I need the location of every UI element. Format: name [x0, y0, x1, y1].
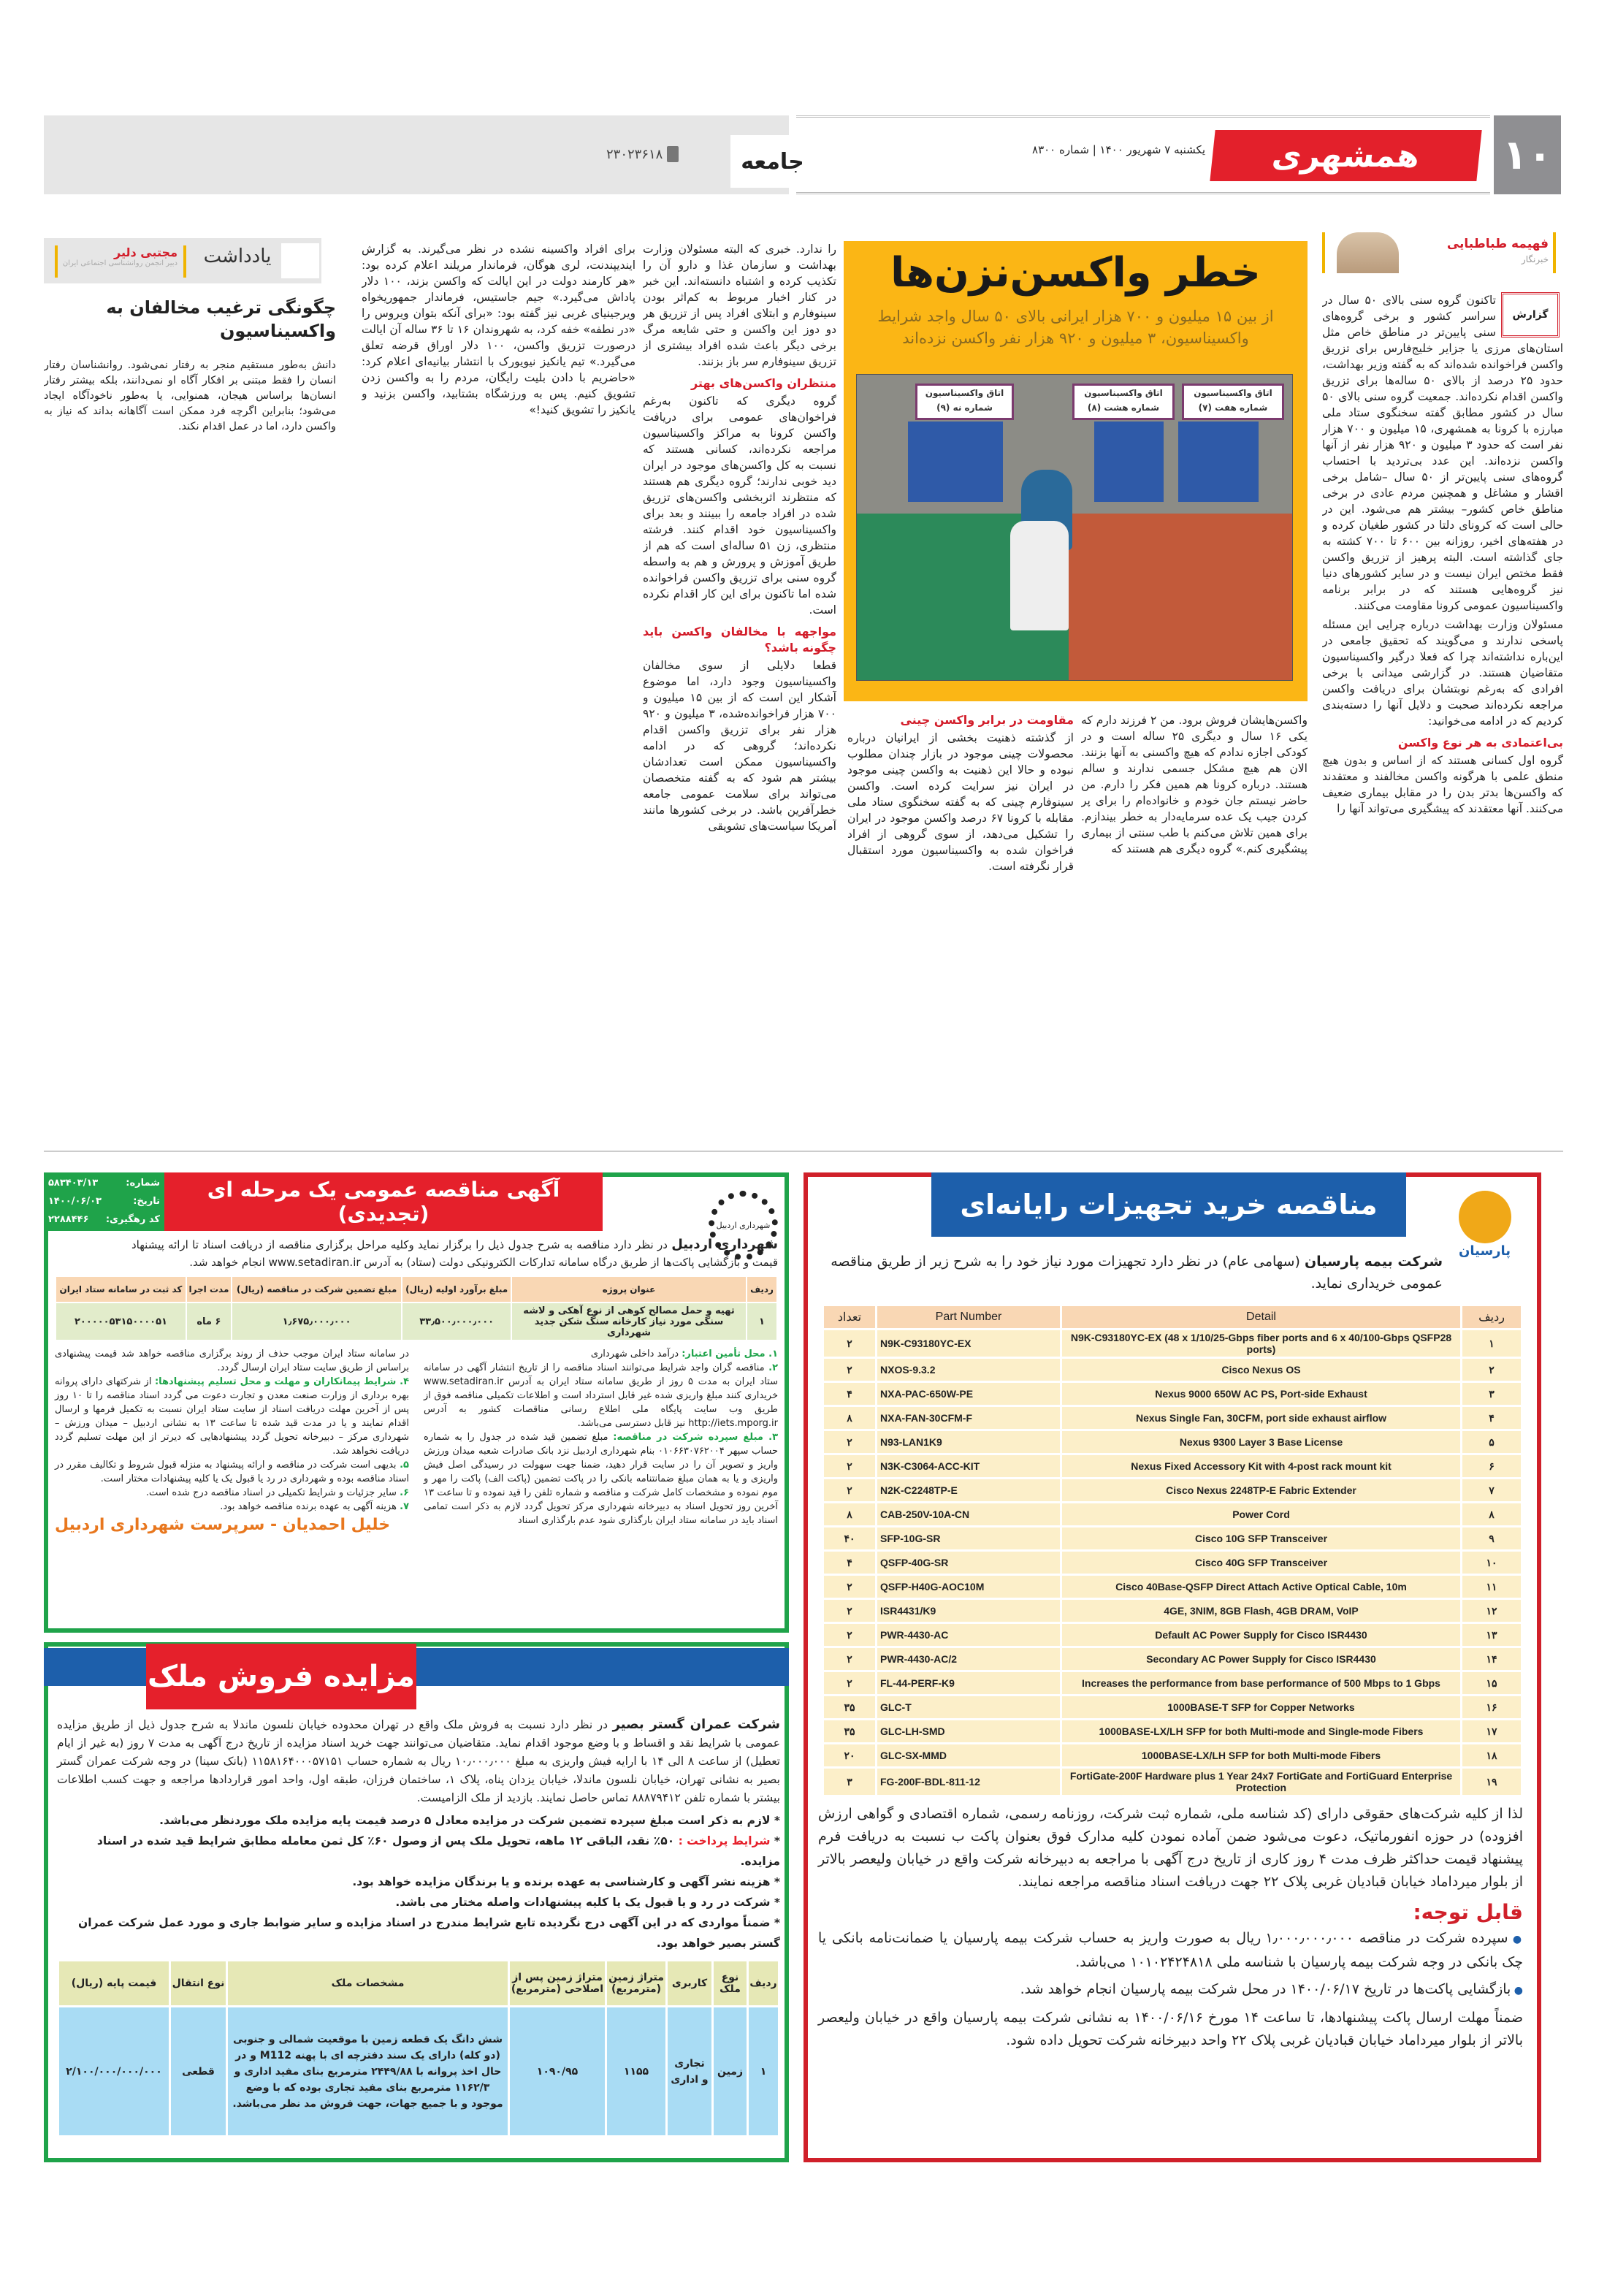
- table-row: [824, 1696, 1521, 1718]
- cell-dt: Nexus Fixed Accessory Kit with 4-post rack mount kit: [1062, 1455, 1460, 1477]
- parsian-logo: [1450, 1191, 1519, 1278]
- table-row: [824, 1648, 1521, 1670]
- issue-date-line: یکشنبه ۷ شهریور ۱۴۰۰ | شماره ۸۳۰۰: [1032, 143, 1205, 156]
- cell-dt: Power Cord: [1062, 1503, 1460, 1525]
- author-photo: [1337, 232, 1399, 273]
- photo-sign: اتاق واکسیناسیون شماره هشت (۸): [1072, 384, 1175, 420]
- company-type: (سهامی عام): [1222, 1254, 1300, 1270]
- intro-text: در نظر دارد تجهیزات مورد نیاز خود را به شرح زیر از طریق مناقصه عمومی خریداری نماید.: [831, 1254, 1443, 1292]
- condition-label: ۷.: [400, 1501, 409, 1512]
- cell-idx: ۱۰: [1462, 1552, 1521, 1574]
- subheading: منتظران واکسن‌های بهتر: [690, 376, 836, 390]
- column-header: ردیف: [749, 1961, 778, 2005]
- cell: ۱: [749, 2007, 778, 2135]
- cell: تجاری و اداری: [668, 2007, 711, 2135]
- cell-qty: ۴۰: [824, 1528, 875, 1549]
- table-row: [59, 2007, 778, 2135]
- cell-idx: ۱۵: [1462, 1672, 1521, 1694]
- column-header: نوع ملک: [714, 1961, 747, 2005]
- notice-item: ● بازگشایی پاکت‌ها در تاریخ ۱۴۰۰/۰۶/۱۷ در محل شرکت بیمه پارسیان انجام خواهد شد.: [818, 1978, 1523, 2002]
- table-row: [824, 1503, 1521, 1525]
- parsian-ad-content: [818, 1304, 1523, 2056]
- cell-idx: ۱۶: [1462, 1696, 1521, 1718]
- cell: ۲/۱۰۰/۰۰۰/۰۰۰/۰۰۰: [59, 2007, 169, 2135]
- cell-pn: GLC-T: [877, 1696, 1060, 1718]
- info-label: تاریخ:: [133, 1196, 160, 1207]
- note-title: چگونگی ترغیب مخالفان به واکسیناسیون: [106, 297, 336, 341]
- info-value: ۵۸۳۴۰۳/۱۳: [48, 1178, 99, 1189]
- paragraph: قطعا دلایلی از سوی مخالفان واکسیناسیون وجود دارد، اما موضوع آشکار این است که از بین ۱۵ میلیون و ۷۰۰ هزار فراخوانده‌شده، ۳ میلیون و ۹۲۰ هزار نفر برای تزریق واکسن اقدام نکرده‌اند؛ گروهی که در ادامه واکسیناسیون ممکن است تعدادشان بیشتر هم شود که به گفته متخصصان می‌تواند برای سلامت عمومی جامعه خطرآفرین باشد. در برخی کشورها مانند آمریکا سیاست‌های تشویقی: [643, 659, 836, 833]
- cell-dt: 1000BASE-T SFP for Copper Networks: [1062, 1696, 1460, 1718]
- info-value: ۲۲۸۸۴۴۶: [48, 1214, 89, 1225]
- table-row: [824, 1600, 1521, 1622]
- cell-idx: ۱۲: [1462, 1600, 1521, 1622]
- tender-table: [55, 1275, 778, 1341]
- cell: شش دانگ یک قطعه زمین با موقعیت شمالی و جنوبی (دو کله) دارای یک سند دفترچه ای با پهنه M112 و در حال اخذ پروانه با ۲۴۴۹/۸۸ مترمربع بنای مفید اداری و ۱۱۶۲/۳ مترمربع بنای مفید تجاری بوده که با وضع موجود و با جمیع جهات، جهت فروش مد نظر می‌باشد.: [228, 2007, 508, 2135]
- ad-intro: [131, 1236, 778, 1271]
- auction-ad-content: [57, 1715, 780, 2137]
- deck: از بین ۱۵ میلیون و ۷۰۰ هزار ایرانی بالای ۵۰ سال واجد شرایط واکسیناسیون، ۳ میلیون و ۹۲۰ هزار نفر واکسن نزده‌اند: [877, 308, 1274, 347]
- cell-idx: ۷: [1462, 1479, 1521, 1501]
- article-photo: [856, 374, 1293, 681]
- column-header: ردیف: [1462, 1306, 1521, 1328]
- cell-pn: N9K-C93180YC-EX: [877, 1330, 1060, 1357]
- cell-pn: NXA-FAN-30CFM-F: [877, 1407, 1060, 1429]
- cell-dt: Cisco Nexus OS: [1062, 1359, 1460, 1381]
- cell-qty: ۲: [824, 1648, 875, 1670]
- cell-idx: ۲: [1462, 1359, 1521, 1381]
- column-header: Part Number: [877, 1306, 1060, 1328]
- condition-text: سایر جزئیات و شرایط تکمیلی در اسناد مناقصه درج شده است.: [145, 1487, 397, 1498]
- equipment-table: [822, 1304, 1523, 1797]
- paragraph: از گذشته ذهنیت بخشی از ایرانیان درباره محصولات چینی موجود در بازار چندان مطلوب نبوده و حالا این ذهنیت به واکسن چینی موجود در ایران نیز سرایت کرده است. واکسن سینوفارم چینی که به گفته سخنگوی ستاد ملی مقابله با کرونا ۶۷ درصد واکسن موجود در ایران را تشکیل می‌دهد، از سوی گروهی از افراد فراخوان شده به واکسیناسیون مورد استقبال قرار نگرفته است.: [847, 731, 1074, 873]
- cell-dt: Cisco Nexus 2248TP-E Fabric Extender: [1062, 1479, 1460, 1501]
- article-column-3: [1081, 712, 1308, 1136]
- condition-text: مبلغ تضمین قید شده در جدول را به شماره حساب سپهر ۰۱۰۶۶۳۰۷۶۲۰۰۴ بنام شهرداری اردبیل نزد بانک صادرات شعبه میدان ورزش واریز و تصویر آن را در سایت قرار دهید، ضمنا جهت سهولت در رسیدگی اصل فیش واریزی و یا به همان مبلغ ضمانتنامه بانکی را در پاکت تضمین (پاکت الف) پاکت را مهر و موم نموده و مشخصات کامل شرکت و مناقصه و شماره تلفن را قید نموده و تا ساعت ۱۳ آخرین روز تحویل اسناد به دبیرخانه شهرداری مرکز تحویل گردد لازم به ذکر است تمامی اسناد باید در سامانه ستاد ایران بارگذاری شود عدم بارگذاری اسناد: [424, 1432, 779, 1526]
- cell-dt: Cisco 10G SFP Transceiver: [1062, 1528, 1460, 1549]
- table-row: [824, 1576, 1521, 1598]
- condition-text: درآمد داخلی شهرداری: [590, 1349, 679, 1359]
- author-name: فهیمه طباطبایی: [1446, 237, 1549, 251]
- cell-pn: QSFP-H40G-AOC10M: [877, 1576, 1060, 1598]
- phone-icon: [667, 146, 679, 162]
- table-row: [56, 1303, 776, 1340]
- table-row: [824, 1528, 1521, 1549]
- intro-text: در نظر دارد نسبت به فروش ملک واقع در تهران محدوده خیابان نلسون ماندلا به شرح جدول ذیل از طریق مزایده عمومی با شرایط نقد و اقساط و با وضع موجود اقدام نماید. متقاضیان می‌توانند جهت خرید اسناد مزایده از تاریخ درج آگهی به مدت ۷ روز (به غیر از ایام تعطیل) از ساعت ۸ الی ۱۴ با ارایه فیش واریزی به مبلغ ۱۰٫۰۰۰٫۰۰۰ ریال به شماره حساب ۱۱۵۸۱۶۴۰۰۰۵۷۱۵۱ (بانک سینا) در وجه شرکت عمران گستر بصیر به نشانی تهران، خیابان نلسون ماندلا، خیابان یزدان پناه، پلاک ۱، ساختمان فرزان، طبقه اول، واحد امور قراردادها مراجعه و جهت کسب اطلاعات بیشتر با شماره تلفن ۸۸۸۷۹۴۱۲ تماس حاصل نمایند. بازدید از ملک الزامیست.: [57, 1718, 781, 1804]
- table-row: [824, 1769, 1521, 1795]
- cell-idx: ۱۴: [1462, 1648, 1521, 1670]
- cell-idx: ۸: [1462, 1503, 1521, 1525]
- cell-pn: NXA-PAC-650W-PE: [877, 1383, 1060, 1405]
- cell-pn: QSFP-40G-SR: [877, 1552, 1060, 1574]
- article-column-5: [362, 241, 635, 1140]
- table-row: [824, 1552, 1521, 1574]
- table-row: [824, 1479, 1521, 1501]
- note-header-block: [281, 243, 319, 278]
- subheading: مواجهه با مخالفان واکسن باید چگونه باشد؟: [643, 625, 836, 655]
- cell-idx: ۱۱: [1462, 1576, 1521, 1598]
- column-header: متراژ زمین پس از اصلاحی (مترمربع): [510, 1961, 605, 2005]
- photo-sign: اتاق واکسیناسیون شماره هفت (۷): [1182, 384, 1284, 420]
- column-header: کاربری: [668, 1961, 711, 2005]
- paragraph: دانش به‌طور مستقیم منجر به رفتار نمی‌شود. روانشناسان رفتار انسان را فقط مبتنی بر افکار آگاه او نمی‌دانند، بلکه بیشتر رفتار انسان‌ها براساس هیجان، همنوایی، یا به‌طور ناخودآگاه ایجاد می‌شود؛ بنابراین اگرچه فرد ممکن است آگاهانه بداند که نیاز به واکسن دارد، اما در عمل اقدام نکند.: [44, 359, 336, 432]
- condition-label: ۵.: [400, 1460, 409, 1471]
- info-value: ۱۴۰۰/۰۶/۰۳: [48, 1196, 102, 1207]
- condition-label: ۶.: [400, 1487, 409, 1498]
- column-header: مدت اجرا: [187, 1277, 231, 1302]
- condition-text: هزینه آگهی به عهده برنده مناقصه خواهد بود.: [220, 1501, 397, 1512]
- cell-qty: ۴: [824, 1383, 875, 1405]
- column-header: Detail: [1062, 1306, 1460, 1328]
- info-label: شماره:: [126, 1178, 160, 1189]
- cell-qty: ۸: [824, 1503, 875, 1525]
- cell-pn: FL-44-PERF-K9: [877, 1672, 1060, 1694]
- cell-pn: GLC-SX-MMD: [877, 1744, 1060, 1766]
- cell: ۱٫۶۷۵٫۰۰۰٫۰۰۰: [232, 1303, 401, 1340]
- condition-text: در سامانه ستاد ایران موجب حذف از روند برگزاری مناقصه خواهد شد قیمت پیشنهادی براساس از طریق سایت ستاد ایران ارسال گردد.: [55, 1349, 409, 1373]
- cell: ۱۰۹۰/۹۵: [510, 2007, 605, 2135]
- column-header: قیمت پایه (ریال): [59, 1961, 169, 2005]
- cell-idx: ۵: [1462, 1431, 1521, 1453]
- paragraph: برای افراد واکسینه نشده در نظر می‌گیرند. به گزارش ایندیپندنت، لری هوگان، فرماندار مریلند اعلام کرده بود: «هر کارمند دولت در این ایالت که واکسن بزند، ۱۰۰ دلار پاداش می‌گیرد.» جیم جاستیس، فرماندار جمهوریخواه ویرجینیای غربی نیز گفته بود: «برای آنکه بتوان ویروس را «در نطفه» خفه کرد، به شهروندان ۱۶ تا ۳۶ ساله آن ایالت درصورت تزریق واکسن، ۱۰۰ دلار اوراق قرضه تعلق می‌گیرد.» تیم یانکیز نیویورک با انتشار بیانیه‌ای اعلام کرد: «حاضریم با دادن بلیت رایگان، مردم را به واکسن زدن تشویق کنیم. پس به ورزشگاه بشتابید، واکسن بزنید و یانکیز را تشویق کنید!»: [362, 243, 635, 416]
- cell-qty: ۲: [824, 1672, 875, 1694]
- notice-item: ضمناً مهلت ارسال پاکت پیشنهادها، تا ساعت ۱۴ مورخ ۱۴۰۰/۰۶/۱۶ به نشانی شرکت بیمه پارسیان واقع در خیابان ولیعصر بالاتر از بلوار میرداماد خیابان قبادیان غربی پلاک ۲۲ واحد دبیرخانه شرکت تحویل داده شود.: [818, 2010, 1523, 2048]
- cell-pn: N93-LAN1K9: [877, 1431, 1060, 1453]
- logo-text: شهرداری اردبیل: [716, 1221, 771, 1230]
- cell-dt: 4GE, 3NIM, 8GB Flash, 4GB DRAM, VoIP: [1062, 1600, 1460, 1622]
- paragraph: را ندارد. خبری که البته مسئولان وزارت بهداشت و سازمان غذا و دارو آن را تکذیب کرده و اشتباه دانسته‌اند. این خبر در کنار اخبار مربوط به کم‌اثر بودن سینوفارم و ابتلای افراد پس از تزریق هر دو دوز این واکسن و حتی شایعه مرگ برخی دیگر باعث شده افراد بیشتری از تزریق سینوفارم سر باز بزنند.: [643, 243, 836, 368]
- article-column-4: [643, 241, 836, 1140]
- note-body: [44, 358, 336, 1140]
- cell-pn: SFP-10G-SR: [877, 1528, 1060, 1549]
- table-row: [824, 1383, 1521, 1405]
- cell-pn: CAB-250V-10A-CN: [877, 1503, 1060, 1525]
- cell-idx: ۳: [1462, 1383, 1521, 1405]
- cell-pn: ISR4431/K9: [877, 1600, 1060, 1622]
- conditions: [55, 1347, 778, 1532]
- cell-idx: ۱۸: [1462, 1744, 1521, 1766]
- auction-conditions: * لازم به ذکر است مبلغ سپرده تضمین شرکت در مزایده معادل ۵ درصد قیمت پایه مزایده ملک موردنظر می‌باشد. * شرایط پرداخت : ۵۰٪ نقد، الباقی ۱۲ ماهه، تحویل ملک پس از وصول ۶۰٪ کل ثمن معامله مطابق شرایط قید شده در اسناد مزایده. * هزینه نشر آگهی و کارشناسی به عهده برنده و یا برندگان مزایده خواهد بود. * شرکت در رد و یا قبول یک یا کلیه پیشنهادات واصله مختار می باشد. * ضمناً مواردی که در این آگهی درج نگردیده تابع شرایط مندرج در اسناد مزایده و سایر ضوابط جاری و مورد عمل شرکت عمران گستر بصیر خواهد بود.: [78, 1814, 780, 1950]
- column-header: ردیف: [747, 1277, 776, 1302]
- cell: ۶ ماه: [187, 1303, 231, 1340]
- condition: شرکت در رد و یا قبول یک یا کلیه پیشنهادات واصله مختار می باشد.: [395, 1896, 771, 1909]
- cell-idx: ۱۷: [1462, 1720, 1521, 1742]
- photo-sign: اتاق واکسیناسیون شماره نه (۹): [915, 384, 1014, 420]
- cell-qty: ۲: [824, 1455, 875, 1477]
- condition-text: از شرکتهای دارای پروانه بهره برداری از وزارت صنعت معدن و تجارت دعوت می گردد اسناد مناقصه را تا ۱۰ روز پس از آخرین مهلت دریافت اسناد از سایت ستاد ایران نسبت به تکمیل فرمها و ارسال اقدام نمایند و یا در مدت قید شده تا ساعت ۱۳ به نشانی اردبیل – میدان ورزش – شهرداری مرکز – دبیرخانه تحویل گردد پیشنهادهایی که دیرتر از این مهلت تسلیم گردد دریافت نخواهد شد.: [55, 1376, 409, 1457]
- note-label: یادداشت: [203, 245, 272, 267]
- cell-dt: Cisco 40Base-QSFP Direct Attach Active Optical Cable, 10m: [1062, 1576, 1460, 1598]
- cell-qty: ۴: [824, 1552, 875, 1574]
- cell: ۲۰۰۰۰۰۵۳۱۵۰۰۰۰۵۱: [56, 1303, 186, 1340]
- cell-dt: Secondary AC Power Supply for Cisco ISR4430: [1062, 1648, 1460, 1670]
- notice-list: [818, 1927, 1523, 2052]
- subheading: بی‌اعتمادی به هر نوع واکسن: [1397, 736, 1563, 750]
- notice-heading: قابل توجه:: [1413, 1900, 1523, 1924]
- cell-pn: FG-200F-BDL-811-12: [877, 1769, 1060, 1795]
- condition-text: بدیهی است شرکت در مناقصه و ارائه پیشنهاد به منزله قبول شروط و تکالیف مقرر در اسناد مناقصه بوده و شهرداری در رد یا قبول یک یا کلیه پیشنهادات مختار است.: [55, 1460, 409, 1484]
- column-header: عنوان پروژه: [512, 1277, 746, 1302]
- condition-label: ۴. شرایط پیمانکاران و مهلت و محل تسلیم پیشنهادها:: [154, 1376, 410, 1387]
- phone-number: ۲۳۰۲۳۶۱۸: [606, 146, 663, 162]
- cell-dt: Increases the performance from base performance of 500 Mbps to 1 Gbps: [1062, 1672, 1460, 1694]
- table-row: [824, 1431, 1521, 1453]
- cell-pn: GLC-LH-SMD: [877, 1720, 1060, 1742]
- notice-item: ● سپرده شرکت در مناقصه ۱٫۰۰۰٫۰۰۰٫۰۰۰ ریال به صورت واریز به حساب شرکت بیمه پارسیان یا ضمانت‌نامه بانکی یا چک بانکی در وجه شرکت بیمه پارسیان با شناسه ملی ۱۰۱۰۲۴۲۴۸۱۸ می‌باشد.: [818, 1927, 1523, 1974]
- table-row: [824, 1744, 1521, 1766]
- table-row: [824, 1330, 1521, 1357]
- page-number: ۱۰: [1494, 115, 1561, 194]
- condition-label: ۱. محل تأمین اعتبار:: [682, 1349, 778, 1359]
- paragraph: گروه دیگری که تاکنون به‌رغم فراخوان‌های عمومی برای دریافت واکسن کرونا به مراکز واکسیناسیون مراجعه نکرده‌اند، کسانی هستند که نسبت به کل واکسن‌های موجود در ایران دید خوبی ندارند؛ گروه دیگری هم هستند که منتظرند اثربخشی واکسن‌های تزریق شده در افراد جامعه را ببینند و بعد برای واکسیناسیون خود اقدام کنند. فرشته منتظری، زن ۵۱ ساله‌ای است که هم از طریق آموزش و پرورش و هم به واسطه گروه سنی برای تزریق واکسن فراخوانده شده اما تاکنون برای این کار اقدام نکرده است.: [643, 394, 836, 617]
- cell-qty: ۲: [824, 1600, 875, 1622]
- logo-text: پارسیان: [1458, 1243, 1511, 1259]
- table-row: [824, 1672, 1521, 1694]
- paragraph: واکسن‌هایشان فروش برود. من ۲ فرزند دارم که یکی ۱۶ سال و دیگری ۲۵ ساله است و در کودکی اجازه ندادم که هیچ واکسنی به آنها بزنند. الان هم هیچ مشکل جسمی ندارند و سالم هستند. درباره کرونا هم همین فکر را دارم. من حاضر نیستم جان خودم و خانواده‌ام را برای پر کردن جیب یک عده سرمایه‌دار به خطر بیندازم. برای همین تلاش می‌کنم با طب سنتی از بیماری پیشگیری کنم.» گروه دیگری هم هستند که: [1081, 714, 1308, 855]
- cell-qty: ۲: [824, 1431, 875, 1453]
- headline: خطر واکسن‌نزن‌ها: [890, 249, 1261, 297]
- cell-dt: Default AC Power Supply for Cisco ISR4430: [1062, 1624, 1460, 1646]
- section-title: جامعه: [730, 135, 814, 188]
- condition-label: شرایط پرداخت :: [678, 1834, 771, 1847]
- note-author-role: دبیر انجمن روانشناسی اجتماعی ایران: [62, 259, 178, 267]
- cell-dt: Cisco 40G SFP Transceiver: [1062, 1552, 1460, 1574]
- cell-qty: ۲: [824, 1359, 875, 1381]
- ardabil-ad-content: [55, 1236, 778, 1532]
- column-header: کد ثبت در سامانه ستاد ایران: [56, 1277, 186, 1302]
- condition-label: ۲.: [768, 1362, 779, 1373]
- conditions-column-2: [55, 1347, 409, 1532]
- cell-qty: ۳: [824, 1769, 875, 1795]
- cell-qty: ۲: [824, 1479, 875, 1501]
- table-row: [824, 1455, 1521, 1477]
- ad-title: مزایده فروش ملک: [146, 1644, 416, 1709]
- cell: تهیه و حمل مصالح کوهی از نوع آهکی و لاشه سنگی مورد نیاز کارخانه سنگ شکن جدید شهرداری: [512, 1303, 746, 1340]
- cell: ۳۳٫۵۰۰٫۰۰۰٫۰۰۰: [402, 1303, 511, 1340]
- cell: قطعی: [171, 2007, 226, 2135]
- cell-idx: ۶: [1462, 1455, 1521, 1477]
- cell-dt: FortiGate-200F Hardware plus 1 Year 24x7 FortiGate and FortiGuard Enterprise Protection: [1062, 1769, 1460, 1795]
- company-name: شهرداری اردبیل: [671, 1237, 778, 1252]
- cell-qty: ۲: [824, 1624, 875, 1646]
- cell-qty: ۲۰: [824, 1744, 875, 1766]
- subheading: مقاومت در برابر واکسن چینی: [900, 713, 1074, 727]
- cell-qty: ۸: [824, 1407, 875, 1429]
- signature: خلیل احمدیان - سرپرست شهرداری اردبیل: [55, 1516, 391, 1534]
- ad-title: مناقصه خرید تجهیزات رایانه‌ای: [931, 1172, 1406, 1237]
- intro-text: در نظر دارد مناقصه به شرح جدول ذیل را برگزار نماید وکلیه مراحل برگزاری مناقصه از دریافت اسناد تا ارائه پیشنهاد قیمت و بازگشایی پاکت‌ها از طریق درگاه سامانه تدارکات الکترونیکی دولت (ستاد) به آدرس www.setadiran.ir انجام خواهد شد.: [131, 1238, 778, 1269]
- article-column-1: [1322, 292, 1563, 1140]
- newspaper-logo: همشهری: [1210, 130, 1481, 181]
- conditions-column-1: [424, 1347, 778, 1532]
- table-row: [824, 1407, 1521, 1429]
- company-name: شرکت عمران گستر بصیر: [612, 1717, 780, 1732]
- column-header: تعداد: [824, 1306, 875, 1328]
- cell: زمین: [714, 2007, 747, 2135]
- condition: هزینه نشر آگهی و کارشناسی به عهده برنده و یا برندگان مزایده خواهد بود.: [352, 1875, 771, 1888]
- cell-idx: ۴: [1462, 1407, 1521, 1429]
- cell-dt: Nexus 9300 Layer 3 Base License: [1062, 1431, 1460, 1453]
- condition: لازم به ذکر است مبلغ سپرده تضمین شرکت در مزایده معادل ۵ درصد قیمت پایه مزایده ملک موردنظر می‌باشد.: [159, 1814, 771, 1827]
- column-header: مبلغ برآورد اولیه (ریال): [402, 1277, 511, 1302]
- table-row: [824, 1624, 1521, 1646]
- cell-qty: ۲: [824, 1576, 875, 1598]
- cell-dt: N9K-C93180YC-EX (48 x 1/10/25-Gbps fiber ports and 6 x 40/100-Gbps QSFP28 ports): [1062, 1330, 1460, 1357]
- cell-qty: ۳۵: [824, 1696, 875, 1718]
- table-row: [824, 1720, 1521, 1742]
- column-header: مبلغ تضمین شرکت در مناقصه (ریال): [232, 1277, 401, 1302]
- note-author: [55, 245, 186, 278]
- table-row: [824, 1359, 1521, 1381]
- cell-pn: NXOS-9.3.2: [877, 1359, 1060, 1381]
- cell-pn: PWR-4430-AC: [877, 1624, 1060, 1646]
- ad-body: لذا از کلیه شرکت‌های حقوقی دارای (کد شناسه ملی، شماره ثبت شرکت، روزنامه رسمی، شماره اقتصادی و گواهی ارزش افزوده) در حوزه انفورماتیک، دعوت می‌شود ضمن آماده نمودن کلیه مدارک فوق بعنوان پاکت ب نسبت به دریافت فرم پیشنهاد قیمت حداکثر ظرف مدت ۴ روز کاری از تاریخ درج آگهی با مراجعه به دبیرخانه شرکت واقع در خیابان ولیعصر بالاتر از بلوار میرداماد خیابان قبادیان غربی پلاک ۲۲ جهت دریافت اسناد مناقصه مراجعه نمایند.: [818, 1806, 1523, 1890]
- paragraph: گروه اول کسانی هستند که از اساس و بدون هیچ منطق علمی با هرگونه واکسن مخالفند و معتقدند که واکسن‌ها بدتر بدن را در مقابل بیماری ضعیف می‌کنند. آنها معتقدند که پیشگیری می‌تواند آنها را: [1322, 754, 1563, 815]
- cell-qty: ۲: [824, 1330, 875, 1357]
- column-header: متراژ زمین (مترمربع): [607, 1961, 665, 2005]
- author-role: خبرنگار: [1521, 254, 1549, 264]
- ad-title: آگهی مناقصه عمومی یک مرحله ای (تجدیدی): [164, 1172, 603, 1231]
- tender-info: [44, 1172, 164, 1231]
- cell-idx: ۹: [1462, 1528, 1521, 1549]
- condition: ضمناً مواردی که در این آگهی درج نگردیده تابع شرایط مندرج در اسناد مزایده و سایر ضوابط جاری و مورد عمل شرکت عمران گستر بصیر خواهد بود.: [78, 1916, 780, 1950]
- property-table: [57, 1959, 780, 2137]
- cell-idx: ۱۳: [1462, 1624, 1521, 1646]
- info-label: کد رهگیری:: [105, 1214, 160, 1225]
- condition-label: ۳. مبلغ سپرده شرکت در مناقصه:: [613, 1432, 778, 1443]
- cell: ۱۱۵۵: [607, 2007, 665, 2135]
- cell-dt: Nexus 9000 650W AC PS, Port-side Exhaust: [1062, 1383, 1460, 1405]
- cell-idx: ۱: [1462, 1330, 1521, 1357]
- cell-pn: PWR-4430-AC/2: [877, 1648, 1060, 1670]
- cell-dt: 1000BASE-LX/LH SFP for both Multi-mode and Single-mode Fibers: [1062, 1720, 1460, 1742]
- condition-text: مناقصه گران واجد شرایط می‌توانند اسناد مناقصه را از تاریخ انتشار آگهی در سامانه ستاد ایران به مدت ۵ روز از طریق سامانه ستاد ایران به آدرس www.setadiran.ir خریداری کنند مبلغ واریزی شده غیر قابل استرداد است و اطلاعات تکمیلی مناقصه فوق از طریق وب سایت پایگاه ملی اطلاع رسانی مناقصات کشور به آدرس http://iets.mporg.ir نیز قابل دسترسی می‌باشد.: [424, 1362, 778, 1429]
- company-name: شرکت بیمه پارسیان: [1304, 1254, 1443, 1270]
- column-header: مشخصات ملک: [228, 1961, 508, 2005]
- cell-dt: Nexus Single Fan, 30CFM, port side exhaust airflow: [1062, 1407, 1460, 1429]
- paragraph: تاکنون گروه سنی بالای ۵۰ سال در سراسر کشور و برخی گروه‌های سنی پایین‌تر در مناطق خاص مثل استان‌های مرزی یا جزایر خلیج‌فارس برای تزریق واکسن فراخوانده شده‌اند که به گفته وزیر بهداشت، حدود ۲۵ درصد از بالای ۵۰ ساله‌ها برای تزریق واکسن اقدام نکرده‌اند. جمعیت گروه سنی بالای ۵۰ سال در کشور مطابق گفته سخنگوی ستاد ملی مبارزه با کرونا به همشهری، ۱۵ میلیون و ۷۰۰ هزار نفر است که حدود ۳ میلیون و ۹۲۰ هزار نفر از آنها واکسن نزده‌اند. این عدد بی‌تردید با احتساب گروه‌های سنی پایین‌تر از ۵۰ سال –شامل برخی اقشار و مشاغل و همچنین مردم عادی در برخی مناطق خاص کشور– بیشتر هم می‌شود. این در حالی است که کرونای دلتا در کشور طغیان کرده و در هفته‌های اخیر، روزانه بین ۶۰۰ تا ۷۰۰ کشته به جای گذاشته است. البته پرهیز از تزریق واکسن فقط مختص ایران نیست و در سایر کشورهای دنیا نیز گروه‌هایی هستند که در برابر برنامه واکسیناسیون عمومی کرونا مقاومت می‌کنند.: [1322, 294, 1563, 612]
- cell-idx: ۱۹: [1462, 1769, 1521, 1795]
- divider: [44, 1151, 1563, 1152]
- article-column-2: [847, 712, 1074, 1136]
- section-phone: [606, 146, 727, 162]
- column-header: نوع انتقال: [171, 1961, 226, 2005]
- cell-dt: 1000BASE-LX/LH SFP for both Multi-mode Fibers: [1062, 1744, 1460, 1766]
- cell-pn: N2K-C2248TP-E: [877, 1479, 1060, 1501]
- cell: ۱: [747, 1303, 776, 1340]
- cell-qty: ۳۵: [824, 1720, 875, 1742]
- ad-intro: [818, 1251, 1443, 1294]
- report-tag: گزارش: [1501, 292, 1560, 337]
- condition: ۵۰٪ نقد، الباقی ۱۲ ماهه، تحویل ملک پس از وصول ۶۰٪ کل ثمن معامله مطابق شرایط قید شده در اسناد مزایده.: [96, 1834, 780, 1868]
- cell-pn: N3K-C3064-ACC-KIT: [877, 1455, 1060, 1477]
- note-author-name: مجتبی دلیر: [114, 245, 178, 259]
- paragraph: مسئولان وزارت بهداشت درباره چرایی این مسئله پاسخی ندارند و می‌گویند که تحقیق جامعی در این‌باره نداشته‌اند چرا که فعلا درگیر واکسیناسیون متقاضیان هستند. در گزارشی میدانی با برخی افرادی که به‌رغم نوبتشان برای دریافت واکسن مراجعه نکرده‌اند صحبت و دلایل آنها را دسته‌بندی کردیم که در ادامه می‌خوانید:: [1322, 618, 1563, 728]
- ad-intro: [57, 1715, 780, 1807]
